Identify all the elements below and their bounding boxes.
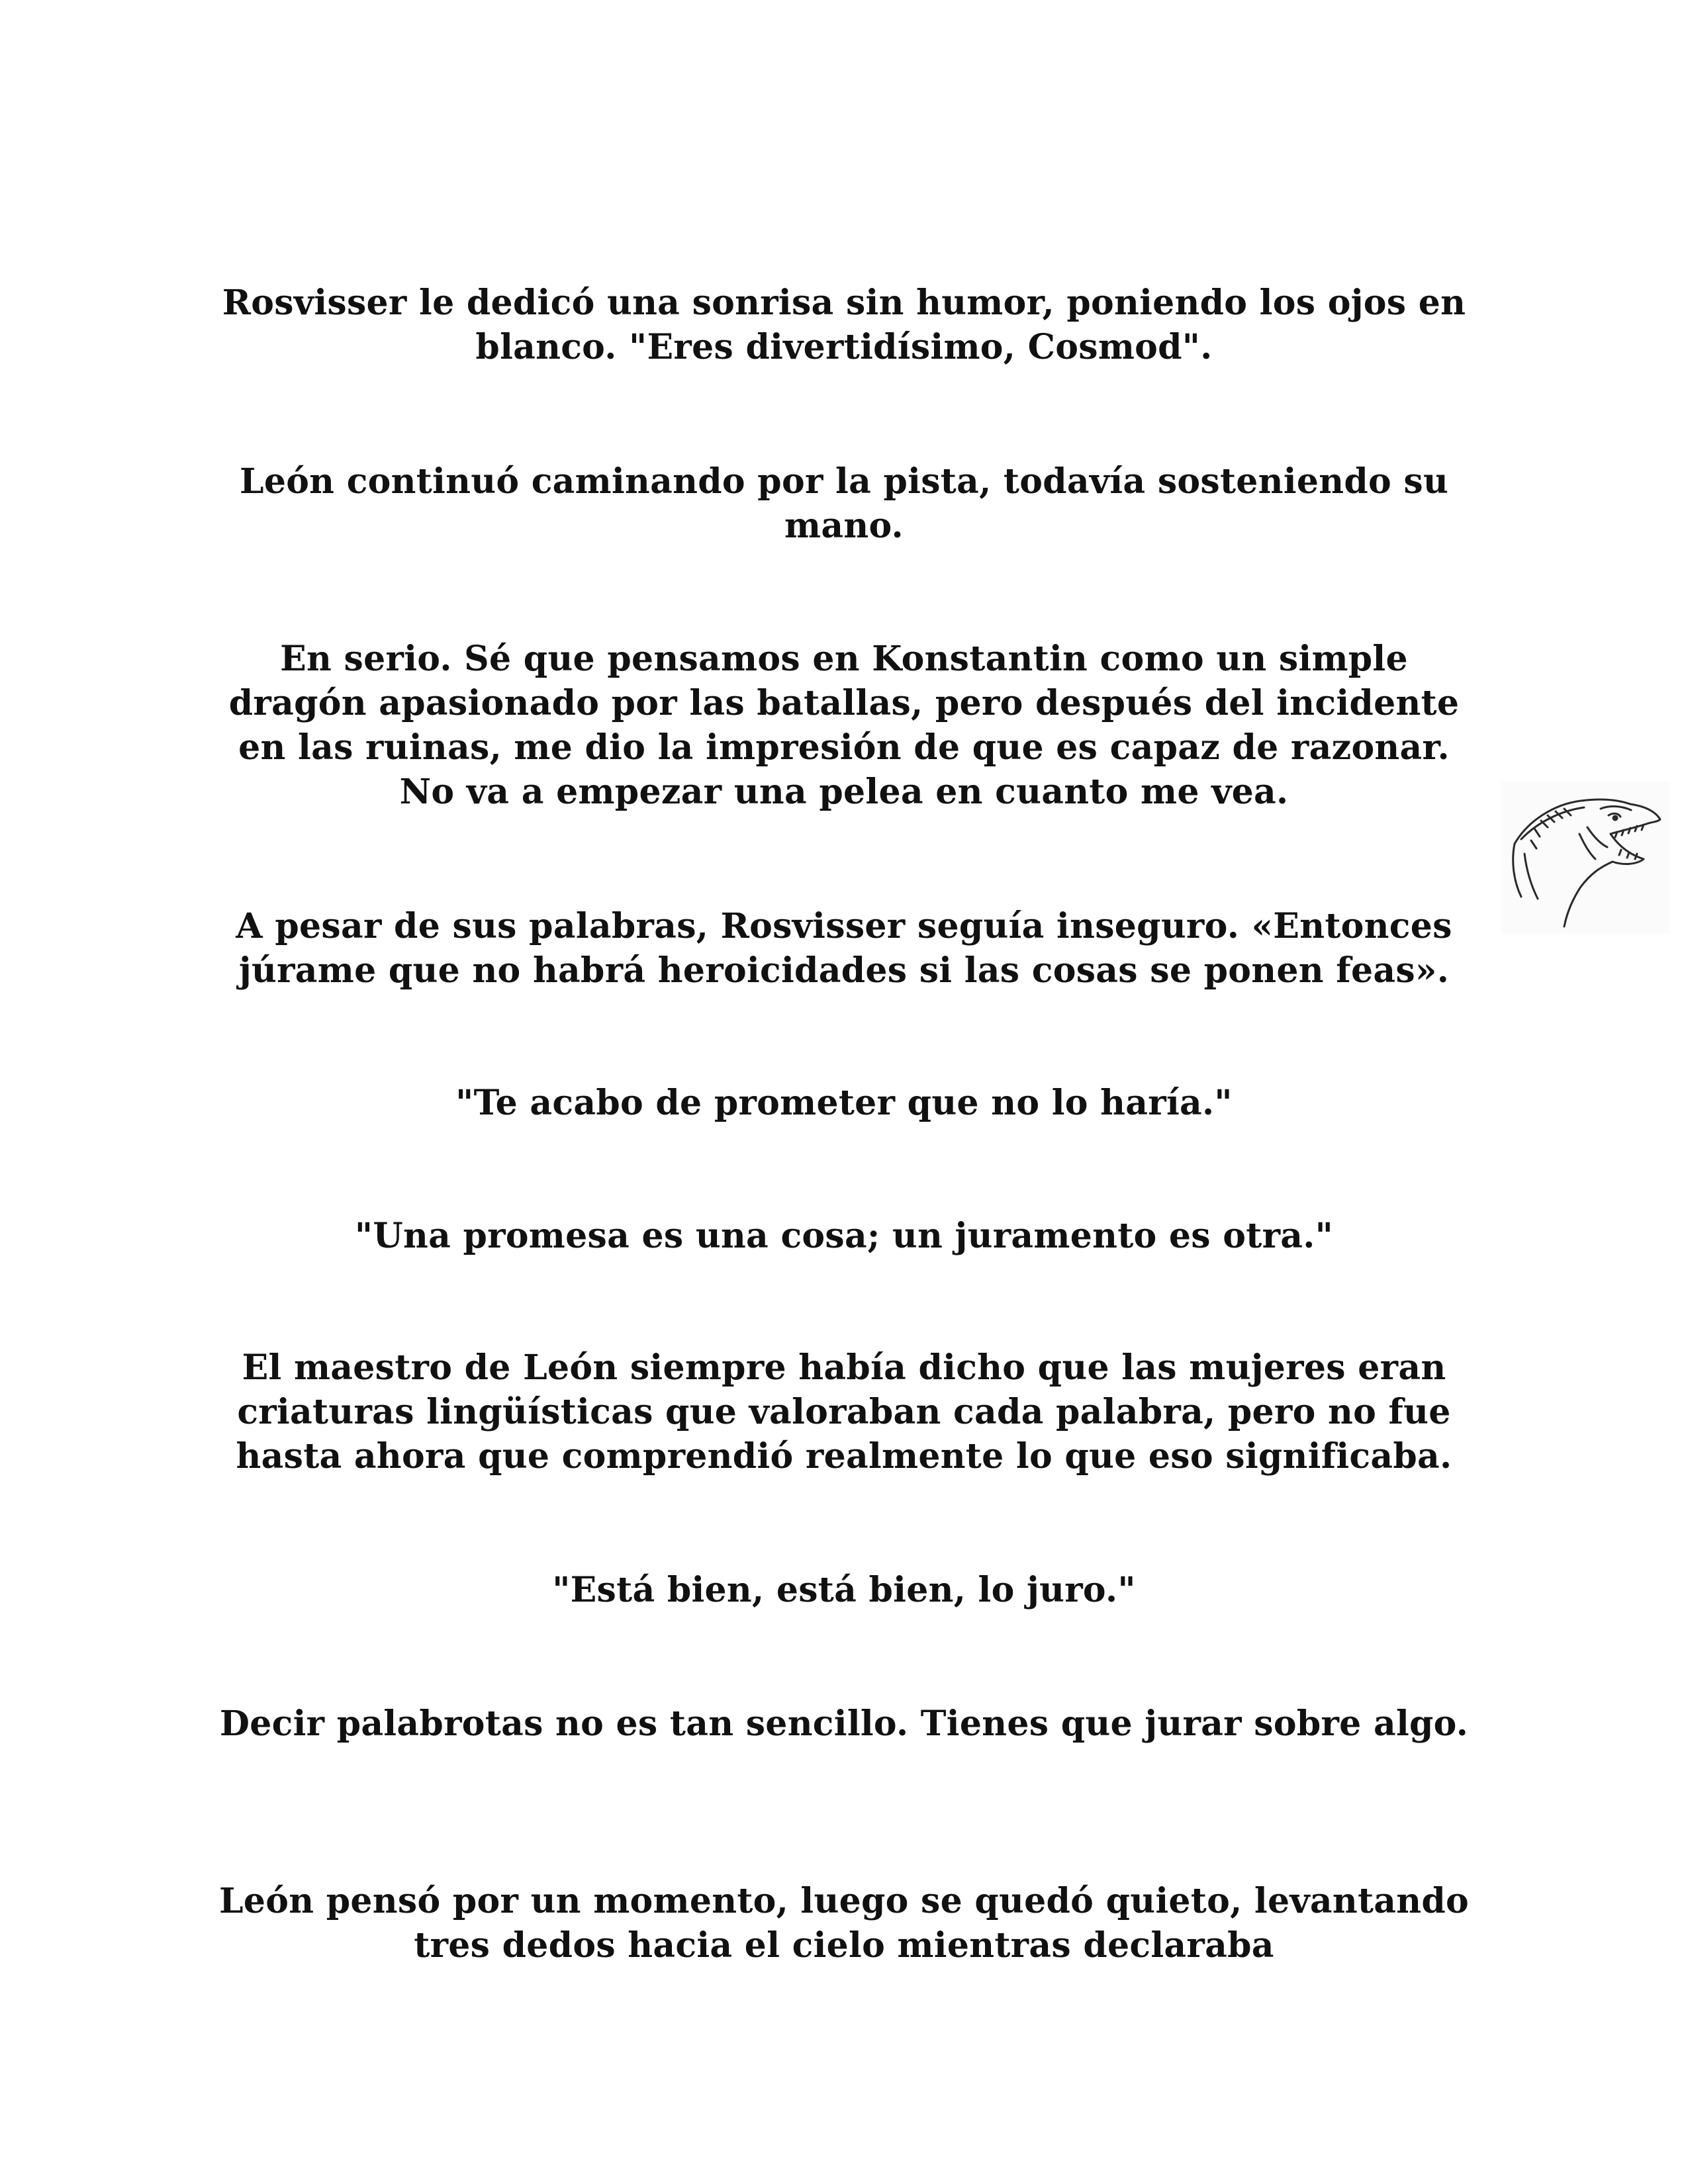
- paragraph-10: León pensó por un momento, luego se quedó quieto, levantando tres dedos hacia el cielo mientras declaraba: [218, 1881, 1470, 1966]
- paragraph-1: Rosvisser le dedicó una sonrisa sin humor, poniendo los ojos en blanco. "Eres divertidísimo, Cosmod".: [222, 283, 1466, 367]
- paragraph-2: León continuó caminando por la pista, todavía sosteniendo su mano.: [239, 461, 1449, 546]
- paragraph-9: Decir palabrotas no es tan sencillo. Tienes que jurar sobre algo.: [219, 1704, 1469, 1744]
- paragraph-7: El maestro de León siempre había dicho que las mujeres eran criaturas lingüísticas que valoraban cada palabra, pero no fue hasta ahora que comprendió realmente lo que eso significaba.: [236, 1347, 1452, 1477]
- dinosaur-sketch-icon: [1501, 781, 1669, 933]
- paragraph-5: "Te acabo de prometer que no lo haría.": [455, 1083, 1233, 1123]
- paragraph-3: En serio. Sé que pensamos en Konstantin como un simple dragón apasionado por las batallas, pero después del incidente en las ruinas, me dio la impresión de que es capaz de razonar. No va a empezar una pelea en cuanto me vea.: [228, 639, 1460, 812]
- paragraph-8: "Está bien, está bien, lo juro.": [552, 1570, 1136, 1610]
- paragraph-4: A pesar de sus palabras, Rosvisser seguía inseguro. «Entonces júrame que no habrá heroicidades si las cosas se ponen feas».: [236, 906, 1452, 991]
- paragraph-6: "Una promesa es una cosa; un juramento es otra.": [354, 1216, 1334, 1256]
